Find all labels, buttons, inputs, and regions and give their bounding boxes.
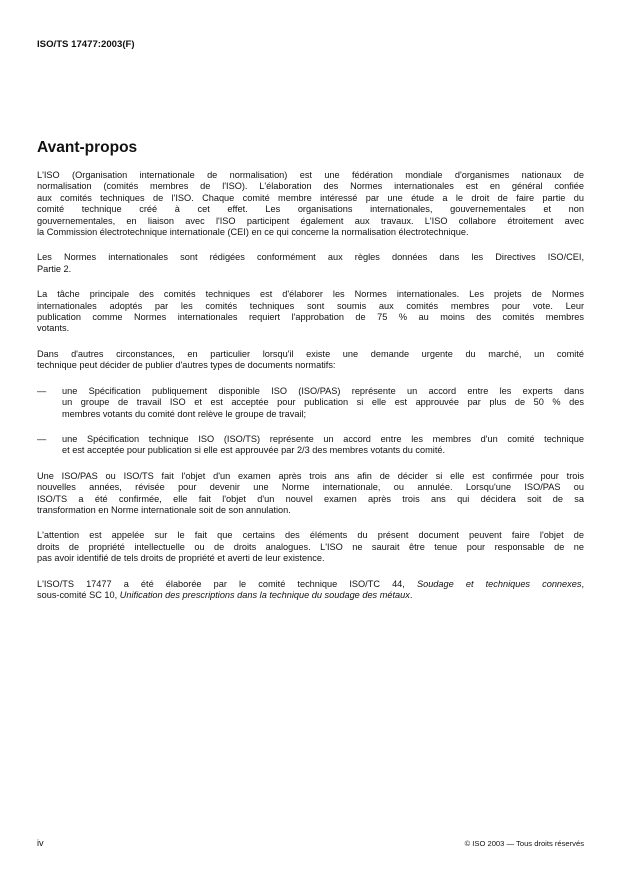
text-line: la Commission électrotechnique internationale (CEI) en ce qui concerne la normalisation électrotechnique. (37, 227, 469, 238)
text-line: gouvernementales, en liaison avec l'ISO participent également aux travaux. L'ISO collabore étroitement avec (37, 215, 584, 226)
text-segment: . (409, 589, 413, 600)
text-line: une Spécification technique ISO (ISO/TS) représente un accord entre les membres d'un comité technique (62, 433, 584, 444)
paragraph-committee (37, 579, 584, 602)
text-line: une Spécification publiquement disponible ISO (ISO/PAS) représente un accord entre les experts dans (62, 385, 584, 396)
section-title: Avant-propos (37, 139, 138, 156)
list-item (37, 434, 584, 457)
list-item (37, 386, 584, 420)
text-line: aux comités techniques de l'ISO. Chaque comité membre intéressé par une étude a le droit de faire partie du (37, 192, 584, 203)
text-line: Dans d'autres circonstances, en particulier lorsqu'il existe une demande urgente du marché, un comité (37, 348, 584, 359)
page-number: iv (37, 838, 44, 848)
text-line: membres votants du comité dont relève le groupe de travail; (62, 408, 307, 419)
text-line (37, 590, 584, 601)
text-line: droits de propriété intellectuelle ou de droits analogues. L'ISO ne saurait être tenue pour responsable de ne (37, 541, 584, 552)
text-line: technique peut décider de publier d'autres types de documents normatifs: (37, 360, 336, 371)
list-dash: — (37, 385, 47, 396)
text-line: ISO/TS a été confirmée, elle fait l'objet d'un nouvel examen après trois ans qui décidera soit de sa (37, 493, 584, 504)
committee-title: Soudage et techniques connexes (416, 578, 582, 589)
paragraph (37, 252, 584, 275)
text-line: L'ISO (Organisation internationale de normalisation) est une fédération mondiale d'organismes nationaux de (37, 170, 584, 180)
text-line: Une ISO/PAS ou ISO/TS fait l'objet d'un examen après trois ans afin de décider si elle est confirmée pour trois (37, 470, 584, 481)
text-line: La tâche principale des comités techniques est d'élaborer les Normes internationales. Les projets de Normes (37, 289, 584, 300)
paragraph (37, 170, 584, 238)
paragraph (37, 471, 584, 517)
text-line: L'attention est appelée sur le fait que certains des éléments du présent document peuvent faire l'objet de (37, 530, 584, 541)
paragraph (37, 289, 584, 335)
text-line: publication comme Normes internationales requiert l'approbation de 75 % au moins des comités membres (37, 312, 584, 323)
text-line: normalisation (comités membres de l'ISO). L'élaboration des Normes internationales est en général confiée (37, 181, 584, 192)
text-line: transformation en Norme internationale soit de son annulation. (37, 504, 291, 515)
paragraph (37, 530, 584, 564)
text-line (37, 579, 584, 590)
text-line: nouvelles années, révisée pour devenir une Norme internationale, ou annulée. Lorsqu'une ISO/PAS ou (37, 482, 584, 493)
subcommittee-title: Unification des prescriptions dans la technique du soudage des métaux (119, 589, 410, 600)
document-id-header: ISO/TS 17477:2003(F) (37, 39, 135, 50)
text-line: un groupe de travail ISO et est acceptée pour publication si elle est approuvée par plus de 50 % des (62, 397, 584, 408)
text-line: pas avoir identifié de tels droits de propriété et averti de leur existence. (37, 553, 325, 564)
text-line: et est acceptée pour publication si elle est approuvée par 2/3 des membres votants du comité. (62, 445, 446, 456)
text-segment: sous-comité SC 10, (37, 589, 120, 600)
list-dash: — (37, 433, 47, 444)
paragraph (37, 349, 584, 372)
text-segment: L'ISO/TS 17477 a été élaborée par le comité technique ISO/TC 44, (37, 578, 417, 589)
text-line: Partie 2. (37, 263, 72, 274)
text-line: Les Normes internationales sont rédigées conformément aux règles données dans les Directives ISO/CEI, (37, 252, 584, 263)
text-line: internationales adoptés par les comités techniques sont soumis aux comités membres pour vote. Leur (37, 300, 584, 311)
text-line: votants. (37, 323, 70, 334)
text-line: comité technique créé à cet effet. Les organisations internationales, gouvernementales et non (37, 204, 584, 215)
document-body (37, 170, 584, 615)
copyright-notice: © ISO 2003 — Tous droits réservés (464, 839, 584, 848)
text-segment: , (581, 578, 585, 589)
